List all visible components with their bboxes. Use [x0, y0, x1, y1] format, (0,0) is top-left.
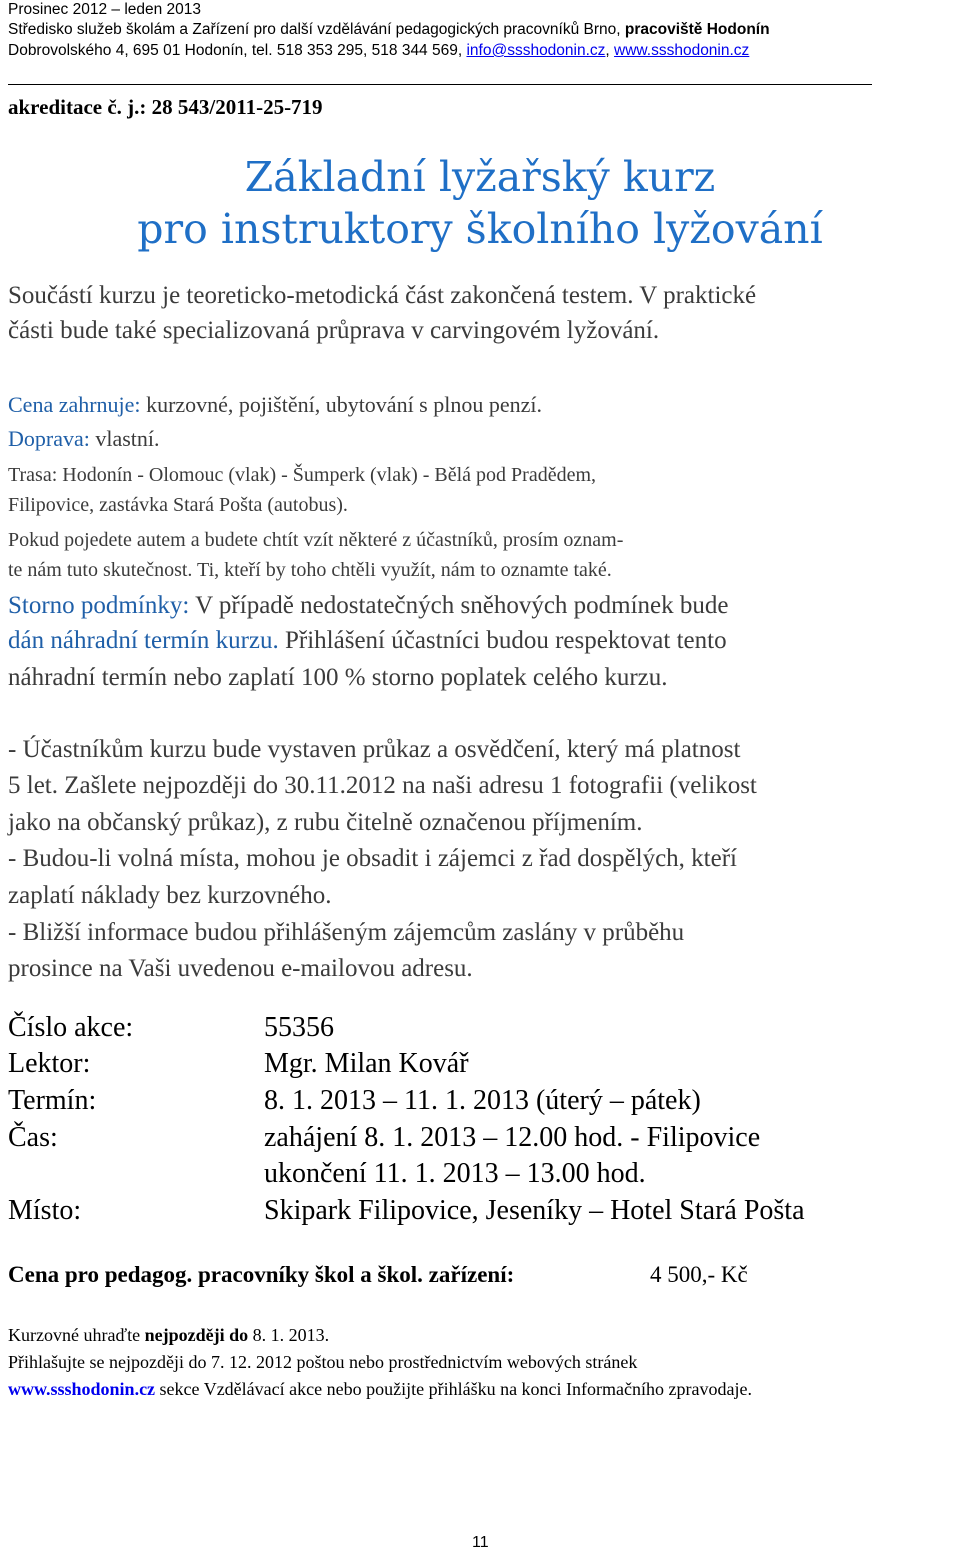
- header-divider: [8, 84, 872, 85]
- header-institution-text: Středisko služeb školám a Zařízení pro další vzdělávání pedagogických pracovníků Brno,: [8, 21, 621, 38]
- transport-label: Doprava:: [8, 426, 90, 451]
- transport-text: vlastní.: [95, 426, 160, 451]
- event-number-value: 55356: [264, 1012, 334, 1043]
- payment-note: [8, 1325, 329, 1346]
- price-includes-text: kurzovné, pojištění, ubytování s plnou penzí.: [146, 392, 542, 417]
- storno-line3: náhradní termín nebo zaplatí 100 % storno poplatek celého kurzu.: [8, 664, 668, 691]
- header-contact: [8, 41, 749, 61]
- route-line2: Filipovice, zastávka Stará Pošta (autobus).: [8, 494, 348, 516]
- website-link[interactable]: www.ssshodonin.cz: [614, 42, 750, 59]
- lector-label: Lektor:: [8, 1048, 91, 1079]
- web-note-rest: sekce Vzdělávací akce nebo použijte přihlášku na konci Informačního zpravodaje.: [159, 1379, 752, 1399]
- car-line1: Pokud pojedete autem a budete chtít vzít některé z účastníků, prosím oznam-: [8, 529, 624, 551]
- footer-website-link[interactable]: www.ssshodonin.cz: [8, 1379, 156, 1399]
- web-note: [8, 1379, 752, 1400]
- note-line2: 5 let. Zašlete nejpozději do 30.11.2012 na naši adresu 1 fotografii (velikost: [8, 772, 757, 799]
- course-title-line2: pro instruktory školního lyžování: [137, 205, 823, 253]
- intro-line2: části bude také specializovaná průprava v carvingovém lyžování.: [8, 317, 660, 344]
- term-label: Termín:: [8, 1085, 97, 1116]
- note-line6: - Bližší informace budou přihlášeným zájemcům zaslány v průběhu: [8, 919, 685, 946]
- email-link[interactable]: info@ssshodonin.cz: [466, 42, 606, 59]
- price-includes-label: Cena zahrnuje:: [8, 392, 141, 417]
- car-line2: te nám tuto skutečnost. Ti, kteří by toho chtěli využít, nám to oznamte také.: [8, 559, 612, 581]
- header-date: [8, 0, 201, 20]
- header-separator: ,: [605, 42, 610, 59]
- price-includes: [8, 392, 542, 418]
- payment-note-c: 8. 1. 2013.: [252, 1325, 330, 1345]
- price-value: 4 500,- Kč: [650, 1262, 748, 1287]
- term-value: 8. 1. 2013 – 11. 1. 2013 (úterý – pátek): [264, 1085, 701, 1116]
- place-label: Místo:: [8, 1195, 82, 1226]
- lector-value: Mgr. Milan Kovář: [264, 1048, 469, 1079]
- accreditation: akreditace č. j.: 28 543/2011-25-719: [8, 95, 323, 119]
- time-value-start: zahájení 8. 1. 2013 – 12.00 hod. - Filipovice: [264, 1122, 761, 1153]
- storno-line1: [8, 592, 729, 620]
- header-address: Dobrovolského 4, 695 01 Hodonín, tel. 518 353 295, 518 344 569,: [8, 42, 463, 59]
- price-label: Cena pro pedagog. pracovníky škol a škol. zařízení:: [8, 1262, 515, 1287]
- storno-text1: V případě nedostatečných sněhových podmínek bude: [195, 592, 729, 619]
- time-value-end: ukončení 11. 1. 2013 – 13.00 hod.: [264, 1158, 646, 1189]
- time-label: Čas:: [8, 1122, 58, 1153]
- page-number: 11: [472, 1534, 489, 1551]
- header-institution: [8, 20, 770, 40]
- route-line1: Trasa: Hodonín - Olomouc (vlak) - Šumperk (vlak) - Bělá pod Pradědem,: [8, 464, 597, 486]
- event-number-label: Číslo akce:: [8, 1012, 134, 1043]
- header-branch: pracoviště Hodonín: [624, 21, 770, 38]
- transport: [8, 426, 160, 452]
- note-line1: - Účastníkům kurzu bude vystaven průkaz a osvědčení, který má platnost: [8, 736, 741, 763]
- payment-note-a: Kurzovné uhraďte: [8, 1325, 141, 1345]
- place-value: Skipark Filipovice, Jeseníky – Hotel Stará Pošta: [264, 1195, 805, 1226]
- note-line4: - Budou-li volná místa, mohou je obsadit i zájemci z řad dospělých, kteří: [8, 845, 737, 872]
- storno-text2a: dán náhradní termín kurzu.: [8, 627, 279, 654]
- signup-note: Přihlašujte se nejpozději do 7. 12. 2012 poštou nebo prostřednictvím webových stránek: [8, 1352, 638, 1372]
- note-line3: jako na občanský průkaz), z rubu čitelně označenou příjmením.: [8, 809, 643, 836]
- note-line5: zaplatí náklady bez kurzovného.: [8, 882, 332, 909]
- payment-note-b: nejpozději do: [144, 1325, 249, 1345]
- note-line7: prosince na Vaši uvedenou e-mailovou adresu.: [8, 955, 473, 982]
- course-title-line1: Základní lyžařský kurz: [244, 153, 716, 201]
- storno-text2b: Přihlášení účastníci budou respektovat tento: [285, 627, 727, 654]
- intro-line1: Součástí kurzu je teoreticko-metodická část zakončená testem. V praktické: [8, 282, 757, 309]
- storno-label: Storno podmínky:: [8, 592, 190, 619]
- header-date-text: Prosinec 2012 – leden 2013: [8, 1, 202, 18]
- storno-line2: [8, 627, 727, 655]
